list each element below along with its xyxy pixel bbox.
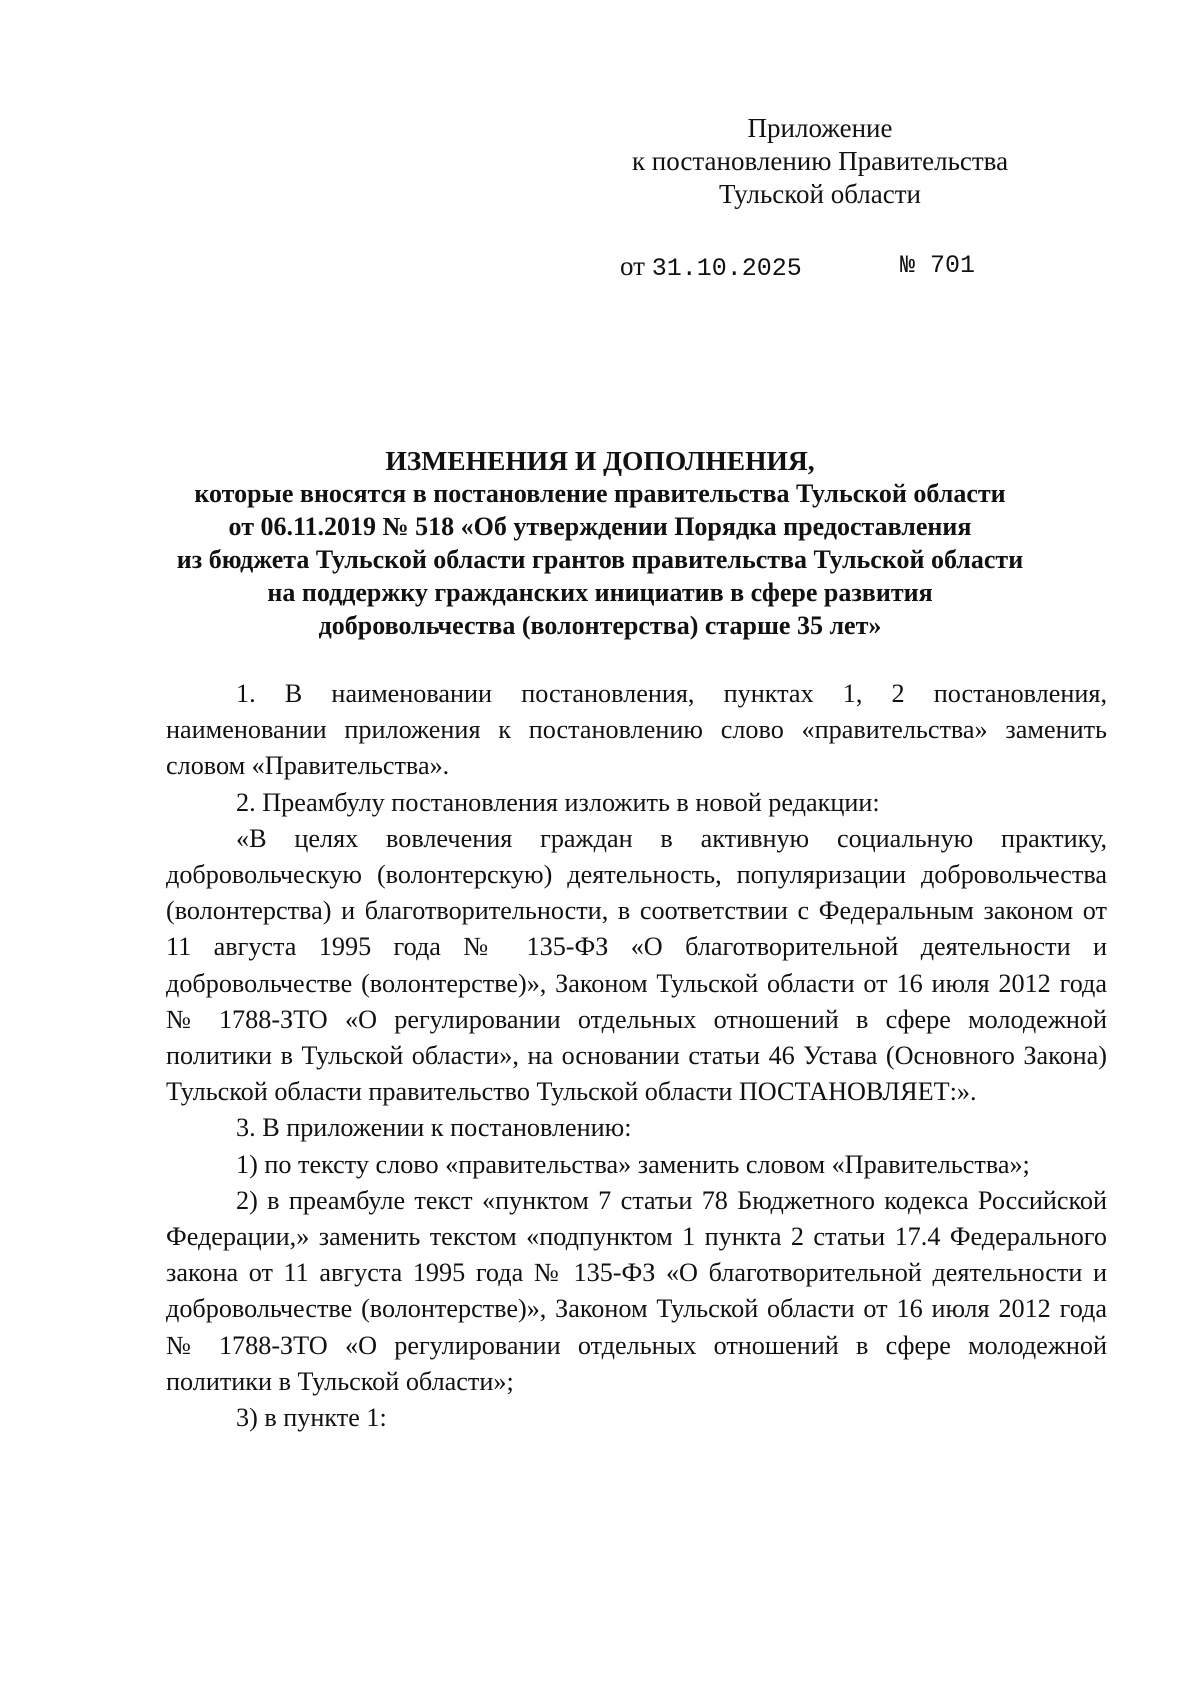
paragraph-3-3: 3) в пункте 1: bbox=[236, 1403, 387, 1433]
resolution-date-number bbox=[620, 250, 976, 285]
paragraph-preamble: «В целях вовлечения граждан в активную социальную практику, добровольческую (волонтерскую) деятельность, популяризации добровольчества (волонтерства) и благотворительности, в соответствии с Федеральным законом от 11 августа 1995 года № 135-ФЗ «О благотворительной деятельности и добровольчестве (волонтерстве)», Законом Тульской области от 16 июля 2012 года № 1788-ЗТО «О регулировании отдельных отношений в сфере молодежной политики в Тульской области», на основании статьи 46 Устава (Основного Закона) Тульской области правительство Тульской области ПОСТАНОВЛЯЕТ:». bbox=[166, 823, 1107, 1107]
document-body bbox=[166, 676, 1107, 1436]
paragraph-3-2: 2) в преамбуле текст «пунктом 7 статьи 78 Бюджетного кодекса Российской Федерации,» заменить текстом «подпунктом 1 пункта 2 статьи 17.4 Федерального закона от 11 августа 1995 года № 135-ФЗ «О благотворительной деятельности и добровольчестве (волонтерстве)», Законом Тульской области от 16 июля 2012 года № 1788-ЗТО «О регулировании отдельных отношений в сфере молодежной политики в Тульской области»; bbox=[166, 1185, 1107, 1396]
paragraph-1: 1. В наименовании постановления, пунктах 1, 2 постановления, наименовании приложения к постановлению слово «правительства» заменить словом «Правительства». bbox=[166, 679, 1107, 781]
resolution-date: 31.10.2025 bbox=[651, 254, 802, 283]
title-line: на поддержку гражданских инициатив в сфере развития bbox=[267, 578, 933, 607]
resolution-number: № 701 bbox=[900, 251, 976, 280]
appendix-label: Приложение bbox=[747, 113, 893, 143]
title-line: добровольчества (волонтерства) старше 35 лет» bbox=[318, 611, 882, 640]
appendix-resolution-ref: к постановлению Правительства bbox=[631, 146, 1009, 176]
date-prefix: от bbox=[620, 251, 645, 281]
paragraph-3: 3. В приложении к постановлению: bbox=[236, 1113, 632, 1143]
document-title bbox=[80, 444, 1120, 642]
appendix-region: Тульской области bbox=[719, 179, 921, 209]
appendix-header bbox=[620, 112, 1020, 211]
paragraph-3-1: 1) по тексту слово «правительства» заменить словом «Правительства»; bbox=[236, 1149, 1030, 1179]
title-line: которые вносятся в постановление правительства Тульской области bbox=[194, 479, 1006, 508]
title-line: ИЗМЕНЕНИЯ И ДОПОЛНЕНИЯ, bbox=[385, 445, 815, 476]
title-line: из бюджета Тульской области грантов правительства Тульской области bbox=[176, 545, 1024, 574]
paragraph-2: 2. Преамбулу постановления изложить в новой редакции: bbox=[236, 787, 880, 817]
title-line: от 06.11.2019 № 518 «Об утверждении Порядка предоставления bbox=[228, 512, 972, 541]
